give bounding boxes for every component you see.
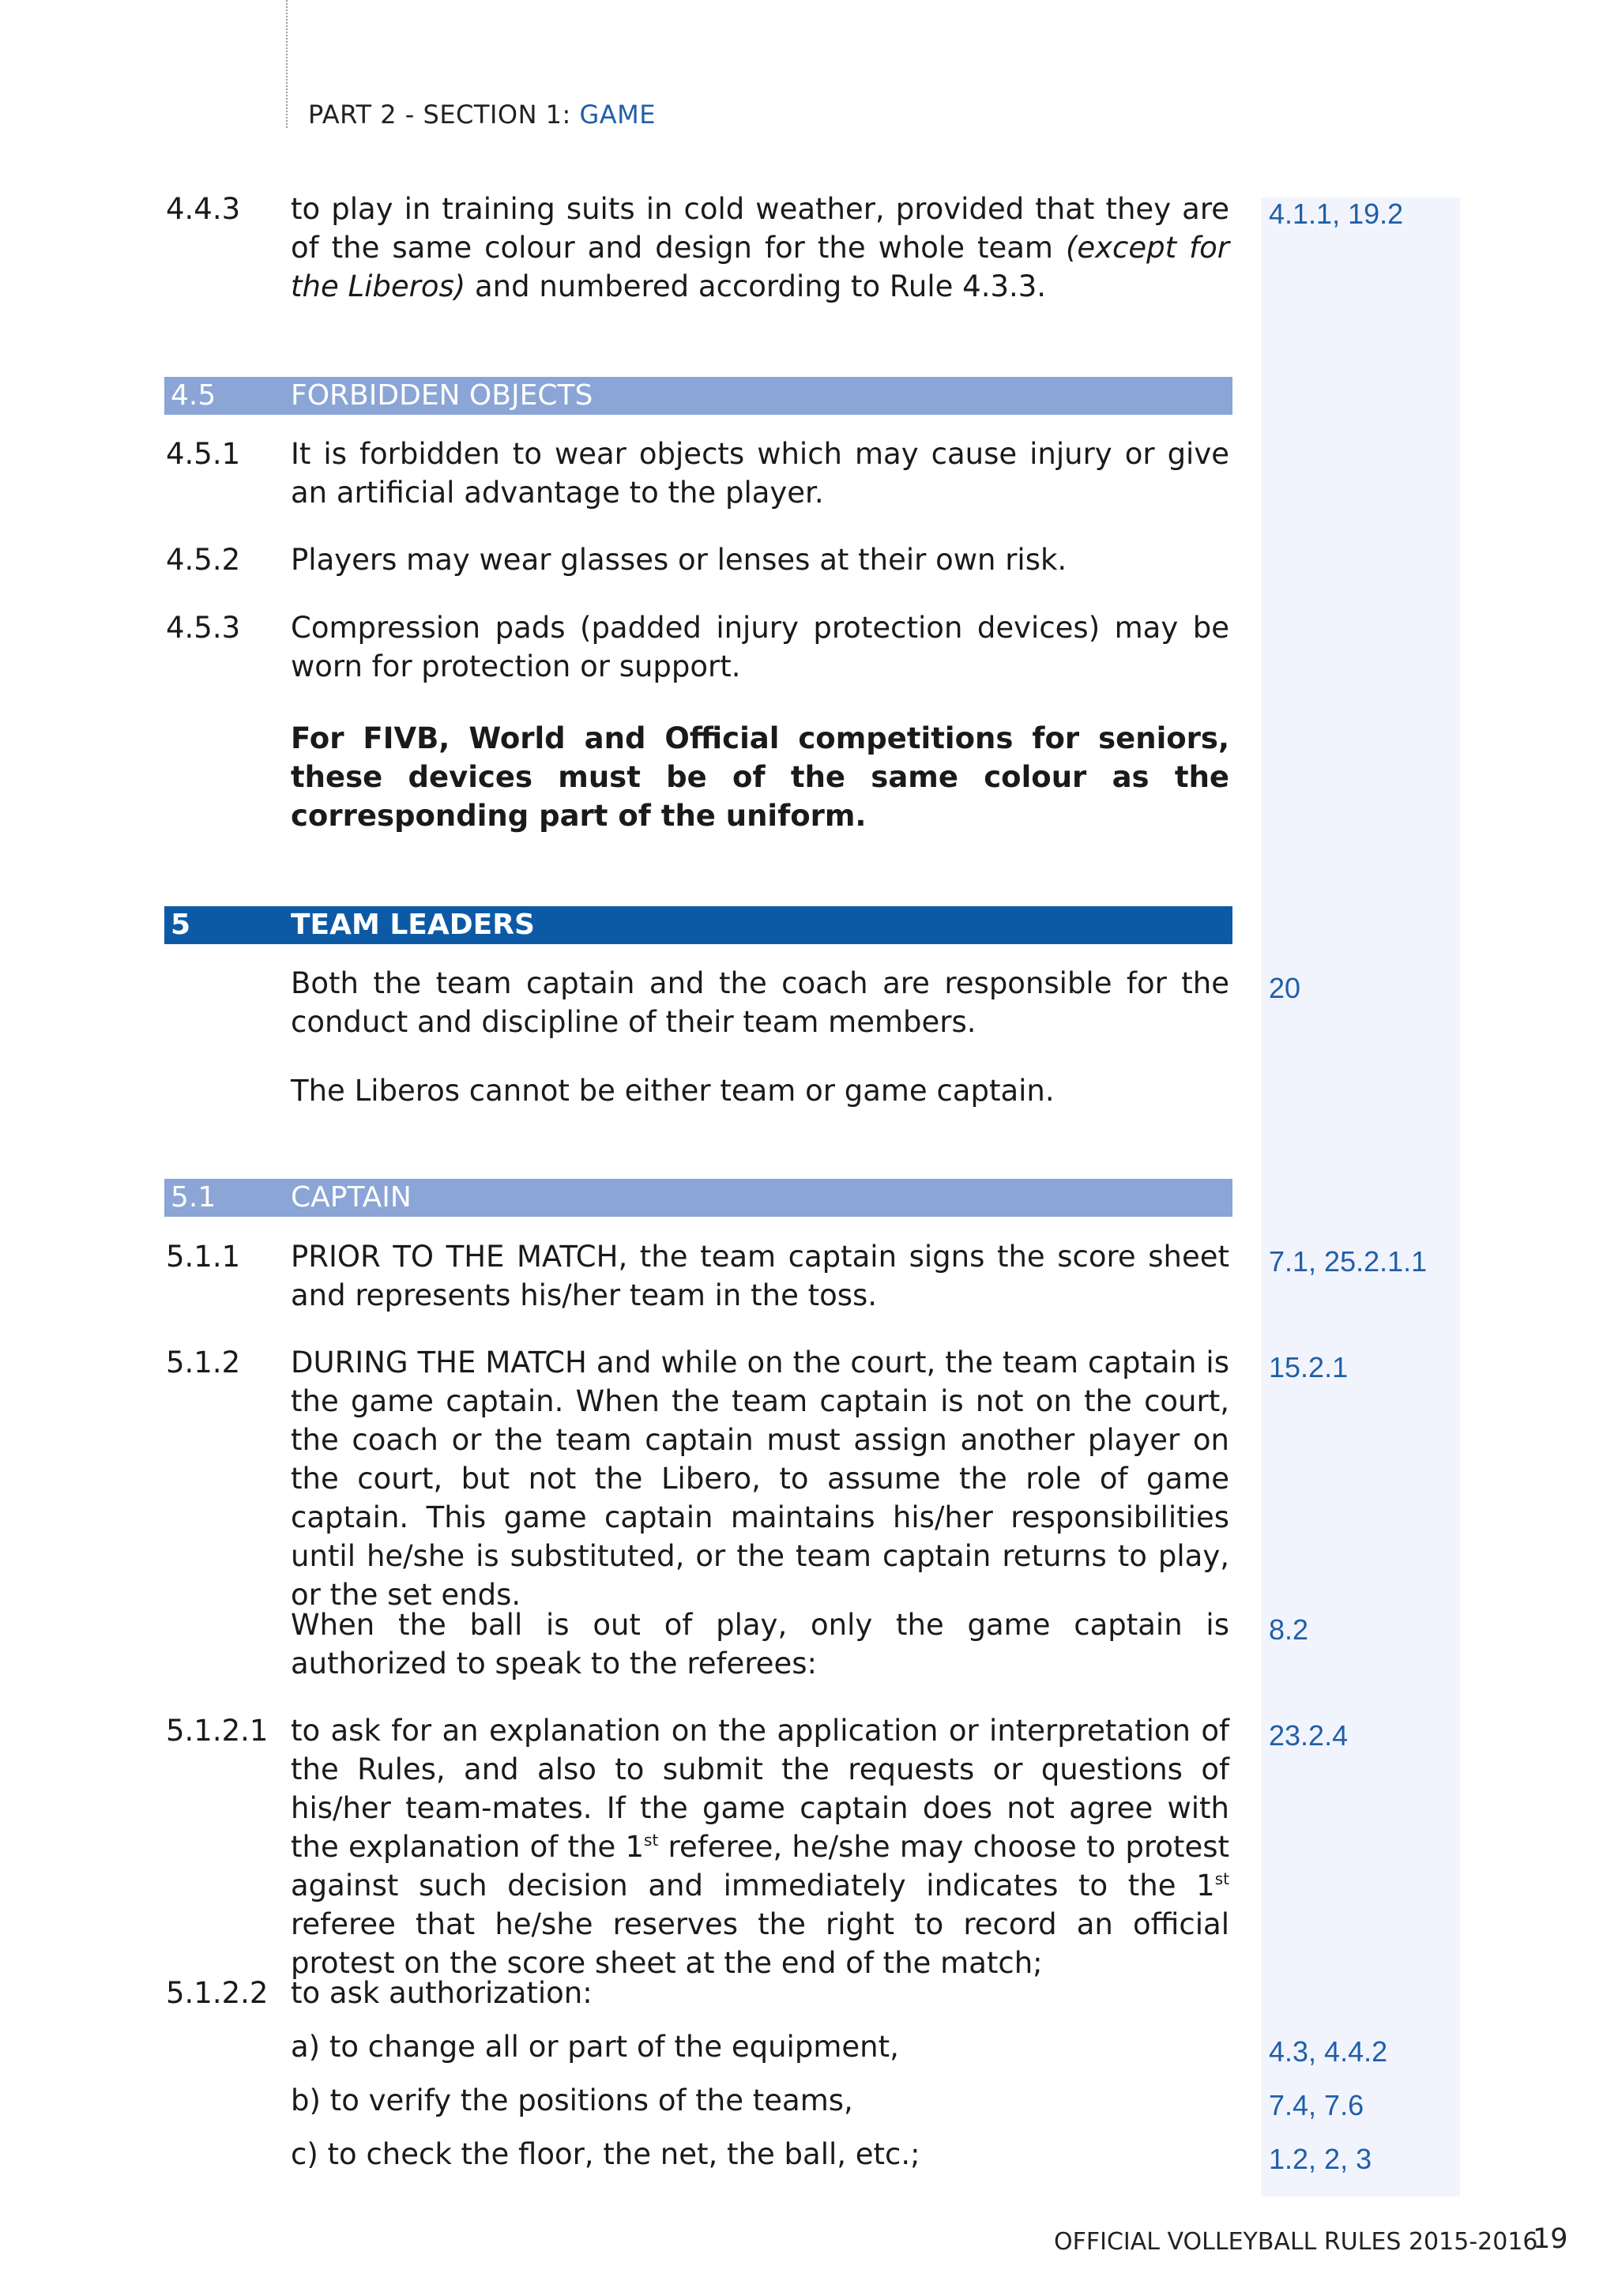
page-number: 19 [1533, 2223, 1568, 2255]
rule-text: to play in training suits in cold weather, provided that they are of the same colour and design for the whole team (except for the Liberos) and numbered according to Rule 4.3.3. [291, 192, 1229, 303]
rule-text: DURING THE MATCH and while on the court, the team captain is the game captain. When the team captain is not on the court, the coach or the team captain must assign another player on the court, but not the Libero, to assume the role of game captain. This game captain maintains his/her responsibilities until he/she is substituted, or the team captain returns to play, or the set ends. [291, 1346, 1229, 1612]
rule-5-1-1 [166, 1237, 1229, 1315]
rule-text: to ask authorization: [291, 1976, 593, 2010]
rule-4-5-3-note [166, 719, 1229, 835]
rule-number: 5.1.2.1 [166, 1714, 269, 1748]
rule-number: 5.1.1 [166, 1240, 241, 1274]
section-heading-4-5 [164, 377, 1232, 415]
cross-reference[interactable]: 4.3, 4.4.2 [1269, 2035, 1388, 2068]
section-heading-5 [164, 906, 1232, 944]
paragraph-text: The Liberos cannot be either team or game captain. [291, 1074, 1055, 1108]
rule-text: Compression pads (padded injury protection devices) may be worn for protection or support. [291, 611, 1229, 683]
rule-note-text: For FIVB, World and Official competitions for seniors, these devices must be of the same colour as the corresponding part of the uniform. [291, 721, 1229, 833]
rule-5-1-2-1 [166, 1711, 1229, 1982]
cross-reference[interactable]: 7.4, 7.6 [1269, 2089, 1364, 2121]
rule-number: 5.1.2.2 [166, 1976, 269, 2010]
reference-sidebar [1261, 198, 1460, 2196]
header-prefix: PART 2 - SECTION 1: [308, 100, 580, 130]
header-divider [286, 0, 288, 128]
list-item-text: a) to change all or part of the equipment, [291, 2030, 899, 2064]
rule-number: 4.5.2 [166, 543, 241, 577]
section-number: 4.5 [171, 379, 216, 412]
cross-reference[interactable]: 1.2, 2, 3 [1269, 2143, 1372, 2175]
rule-4-4-3 [166, 190, 1229, 306]
cross-reference[interactable]: 20 [1269, 972, 1301, 1004]
rule-4-5-3 [166, 608, 1229, 686]
rule-5-1-2-2 [166, 1974, 1229, 2012]
section-number: 5 [171, 909, 191, 941]
rule-text: Players may wear glasses or lenses at their own risk. [291, 543, 1067, 577]
list-item-text: b) to verify the positions of the teams, [291, 2083, 853, 2117]
list-item-c [166, 2135, 1229, 2174]
header-section: GAME [579, 100, 656, 130]
cross-reference[interactable]: 7.1, 25.2.1.1 [1269, 1245, 1428, 1278]
cross-reference[interactable]: 15.2.1 [1269, 1351, 1349, 1383]
rule-number: 4.4.3 [166, 192, 241, 226]
section-number: 5.1 [171, 1181, 216, 1214]
rule-text: to ask for an explanation on the application or interpretation of the Rules, and also to submit the requests or questions of his/her team-mates. If the game captain does not agree with the explanation of the 1st referee, he/she may choose to protest against such decision and immediately indicates to the 1st referee that he/she reserves the right to record an official protest on the score sheet at the end of the match; [291, 1714, 1229, 1980]
rule-text: It is forbidden to wear objects which may cause injury or give an artificial advantage to the player. [291, 437, 1229, 510]
paragraph-team-leaders [166, 964, 1229, 1041]
running-header [308, 100, 656, 130]
rule-4-5-2 [166, 540, 1229, 579]
rule-number: 5.1.2 [166, 1346, 241, 1379]
section-heading-5-1 [164, 1179, 1232, 1217]
rule-5-1-2 [166, 1343, 1229, 1614]
cross-reference[interactable]: 8.2 [1269, 1613, 1309, 1646]
rule-text: PRIOR TO THE MATCH, the team captain signs the score sheet and represents his/her team in the toss. [291, 1240, 1229, 1312]
section-title: CAPTAIN [291, 1181, 412, 1214]
paragraph-text: Both the team captain and the coach are responsible for the conduct and discipline of their team members. [291, 966, 1229, 1039]
section-title: FORBIDDEN OBJECTS [291, 379, 593, 412]
paragraph-liberos [166, 1071, 1229, 1110]
rule-4-5-1 [166, 435, 1229, 512]
footer-title: OFFICIAL VOLLEYBALL RULES 2015-2016 [1054, 2228, 1538, 2256]
list-item-b [166, 2081, 1229, 2120]
rule-number: 4.5.3 [166, 611, 241, 645]
list-item-a [166, 2027, 1229, 2066]
cross-reference[interactable]: 23.2.4 [1269, 1719, 1349, 1752]
list-item-text: c) to check the floor, the net, the ball, etc.; [291, 2137, 920, 2171]
rule-number: 4.5.1 [166, 437, 241, 471]
rule-text: When the ball is out of play, only the game captain is authorized to speak to the referees: [291, 1608, 1229, 1681]
cross-reference[interactable]: 4.1.1, 19.2 [1269, 198, 1404, 230]
rule-5-1-2-continued [166, 1605, 1229, 1683]
section-title: TEAM LEADERS [291, 909, 535, 941]
